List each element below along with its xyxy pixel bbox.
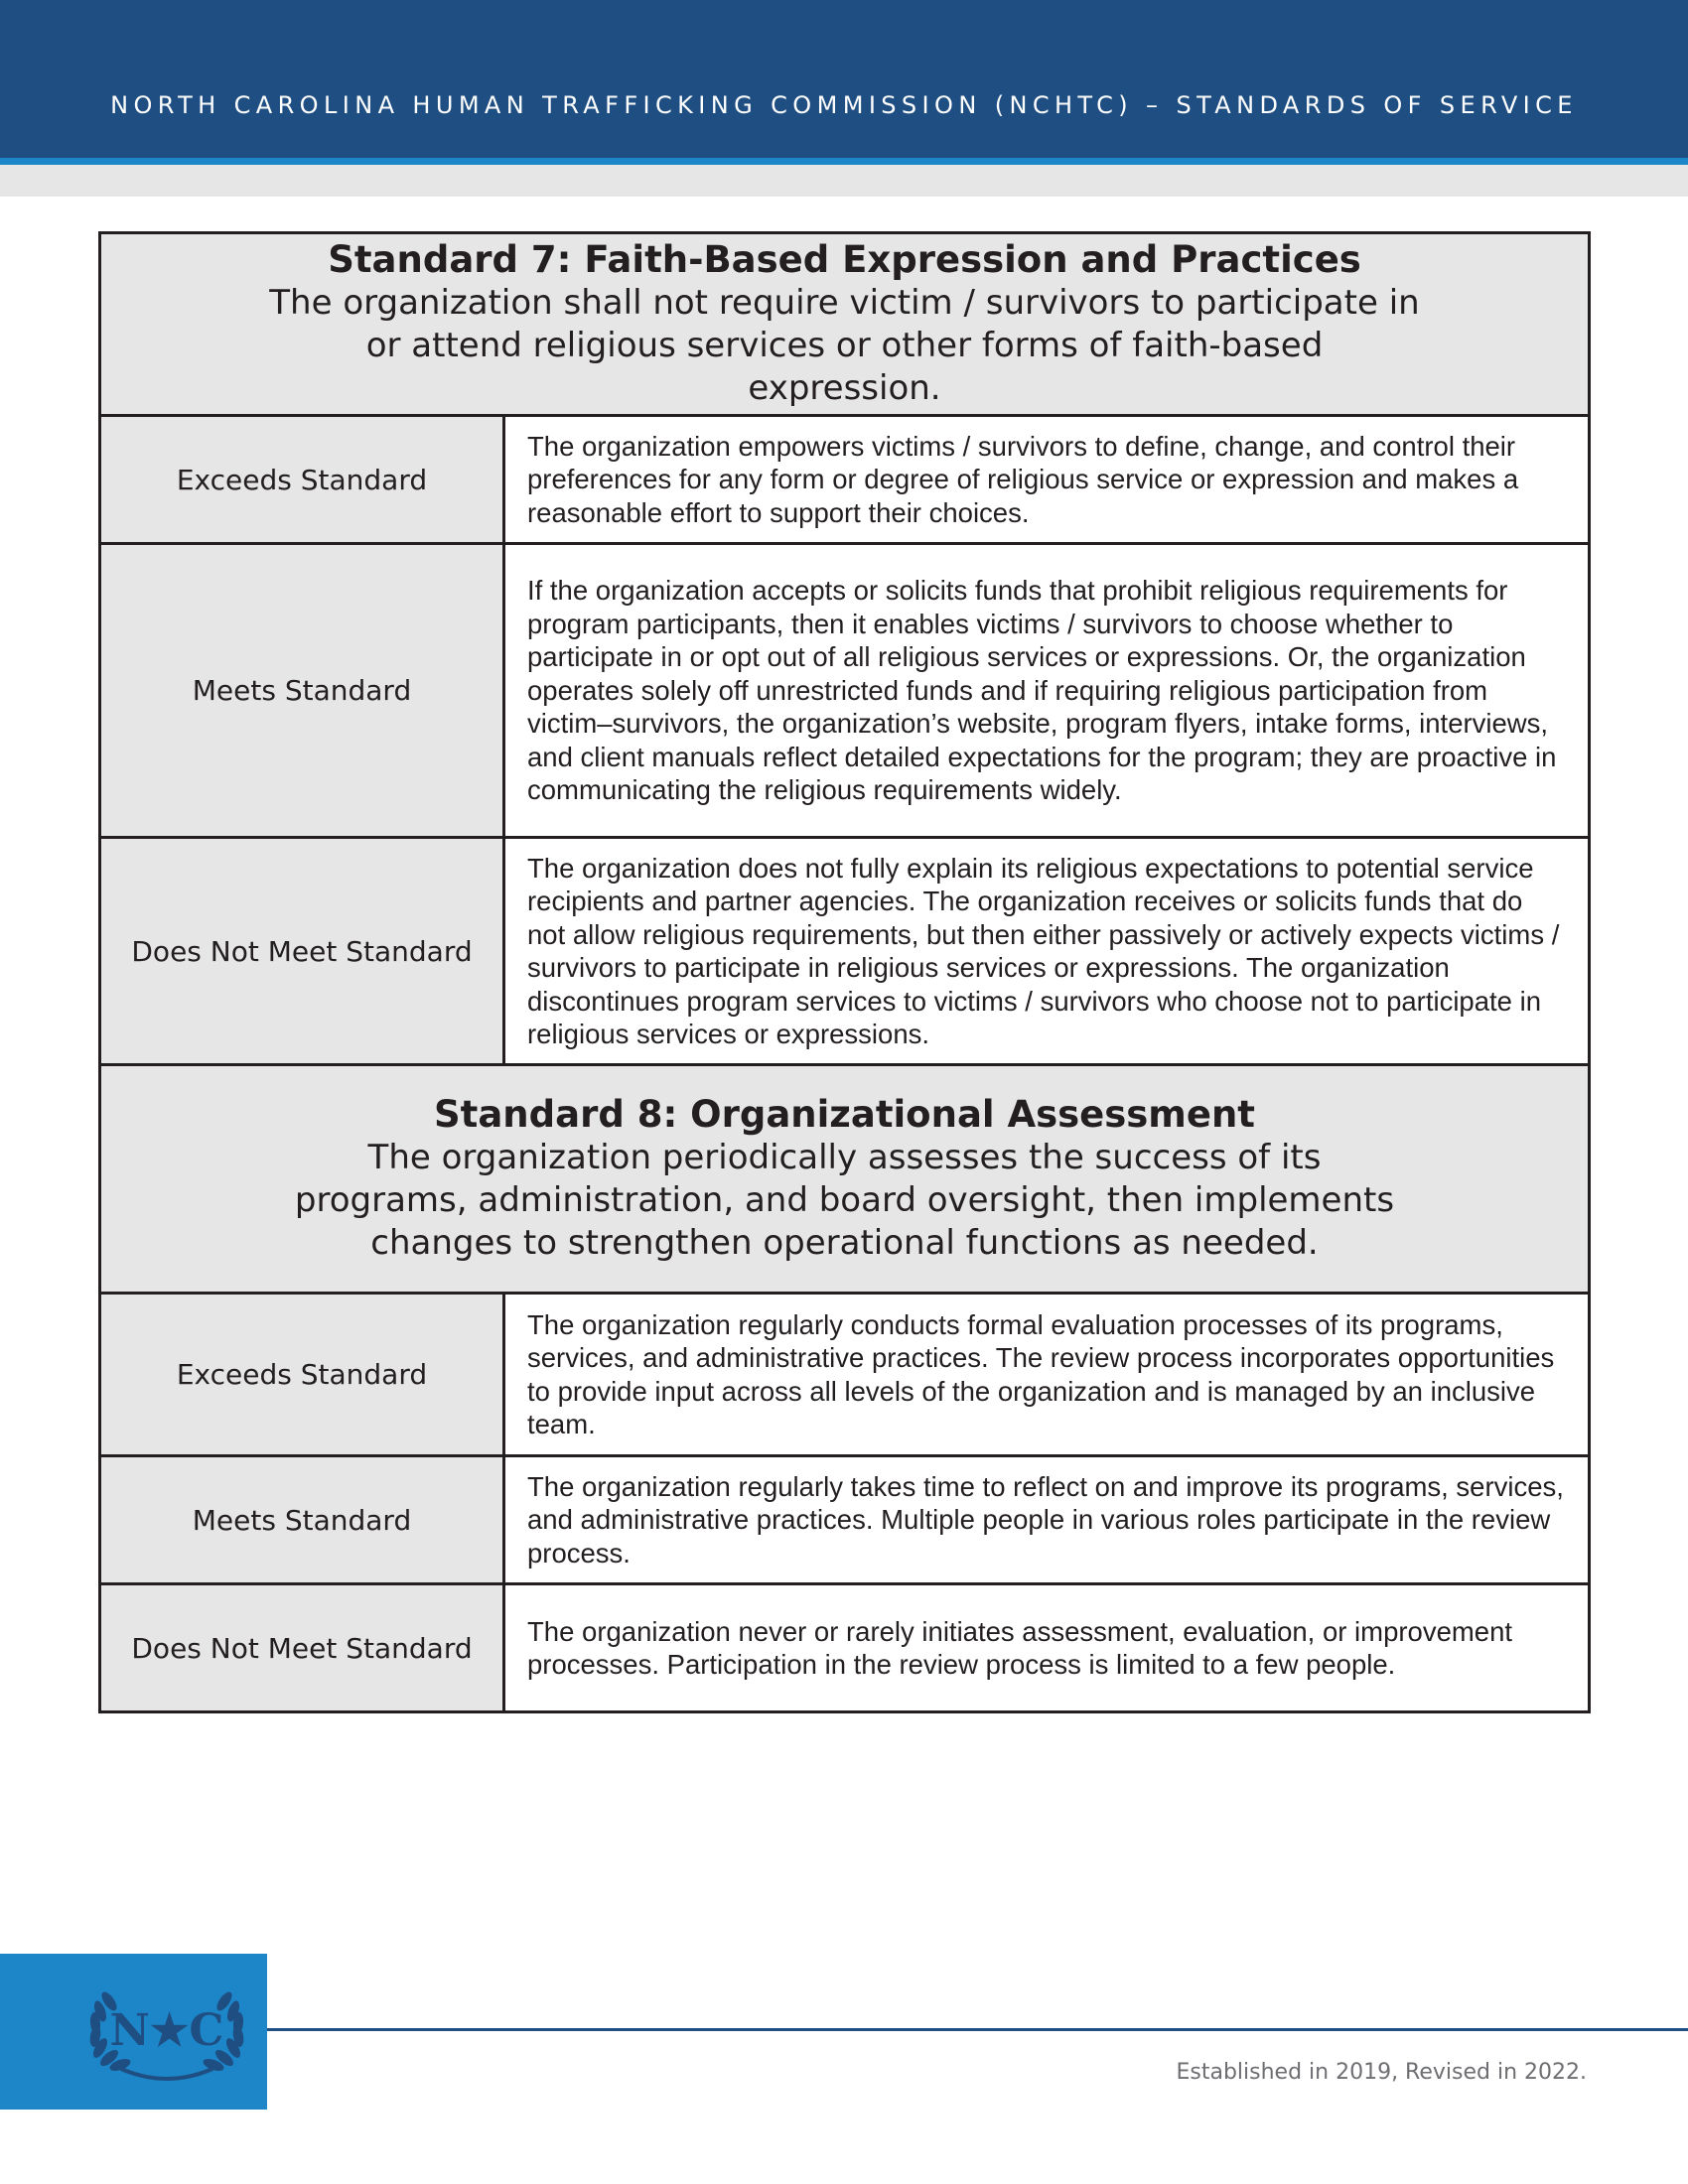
level-description xyxy=(504,1456,1590,1584)
table-row xyxy=(100,1294,1590,1456)
level-description xyxy=(504,1584,1590,1712)
level-text: The organization regularly takes time to reflect on and improve its programs, services, and administrative practices. Multiple people in various roles participate in the review process. xyxy=(527,1470,1564,1569)
level-text: If the organization accepts or solicits funds that prohibit religious requirements for program participants, then it enables victims / survivors to choose whether to participate in or opt out of all religious services or expressions. Or, the organization operates solely off unrestricted funds and if requiring religious participation from victim–survivors, the organization’s website, program flyers, intake forms, interviews, and client manuals reflect detailed expectations for the program; they are proactive in communicating the religious requirements widely. xyxy=(527,575,1557,806)
level-text: The organization empowers victims / survivors to define, change, and control their preferences for any form or degree of religious service or expression and makes a reasonable effort to support their choices. xyxy=(527,430,1519,528)
table-row xyxy=(100,1584,1590,1712)
level-label: Does Not Meet Standard xyxy=(100,1584,504,1712)
level-label: Meets Standard xyxy=(100,1456,504,1584)
header-band xyxy=(0,0,1688,158)
table-row xyxy=(100,838,1590,1065)
standard-header-row xyxy=(100,1065,1590,1294)
standard-header-row xyxy=(100,233,1590,416)
standard-title: Standard 8: Organizational Assessment xyxy=(434,1093,1255,1136)
standard-7-header xyxy=(100,233,1590,416)
nc-laurel-logo-icon xyxy=(0,1954,267,2110)
standard-description: The organization periodically assesses the success of its programs, administration, and board oversight, then implements changes to strengthen operational functions as needed. xyxy=(294,1138,1395,1263)
level-description xyxy=(504,544,1590,838)
level-text: The organization does not fully explain its religious expectations to potential service recipients and partner agencies. The organization receives or solicits funds that do not allow religious requirements, but then either passively or actively expects victims / survivors to participate in religious services or expressions. The organization discontinues program services to victims / survivors who choose not to participate in religious services or expressions. xyxy=(527,852,1560,1049)
level-description xyxy=(504,416,1590,544)
level-text: The organization never or rarely initiates assessment, evaluation, or improvement processes. Participation in the review process is limited to a few people. xyxy=(527,1615,1513,1680)
level-label: Does Not Meet Standard xyxy=(100,838,504,1065)
level-label: Exceeds Standard xyxy=(100,1294,504,1456)
level-description xyxy=(504,838,1590,1065)
footer-note: Established in 2019, Revised in 2022. xyxy=(1176,2060,1587,2085)
level-label: Meets Standard xyxy=(100,544,504,838)
logo-text: N★C xyxy=(109,2005,224,2056)
level-label: Exceeds Standard xyxy=(100,416,504,544)
level-description xyxy=(504,1294,1590,1456)
table-row xyxy=(100,544,1590,838)
level-text: The organization regularly conducts formal evaluation processes of its programs, services, and administrative practices. The review process incorporates opportunities to provide input across all levels of the organization and is managed by an inclusive team. xyxy=(527,1308,1555,1439)
header-title: NORTH CAROLINA HUMAN TRAFFICKING COMMISSION (NCHTC) – STANDARDS OF SERVICE xyxy=(110,91,1578,119)
header-gray-band xyxy=(0,165,1688,197)
table-row xyxy=(100,1456,1590,1584)
table-row xyxy=(100,416,1590,544)
standards-table xyxy=(98,231,1591,1713)
standard-8-header xyxy=(100,1065,1590,1294)
footer-divider-line xyxy=(267,2028,1688,2031)
standard-description: The organization shall not require victim / survivors to participate in or attend religious services or other forms of faith-based expression. xyxy=(269,283,1420,408)
footer-logo-box xyxy=(0,1954,267,2110)
standard-title: Standard 7: Faith-Based Expression and Practices xyxy=(328,238,1361,281)
header-accent-stripe xyxy=(0,158,1688,165)
